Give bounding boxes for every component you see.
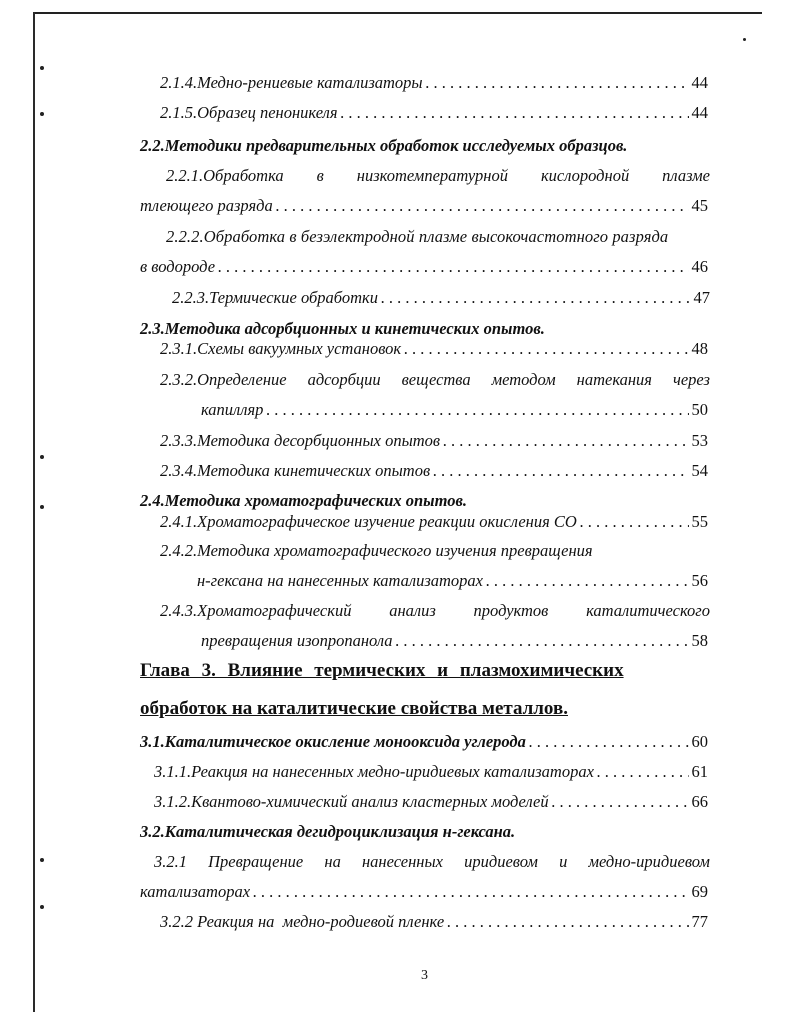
toc-entry: 2.2.3.Термические обработки . . . 47 [172,285,710,311]
scan-speck [743,38,746,41]
scan-speck [40,858,44,862]
scan-speck [40,66,44,70]
toc-entry: 2.1.4.Медно-рениевые катализаторы . . . 44 [160,70,708,96]
toc-entry-line2: в водороде . . . 46 [140,254,708,280]
scan-speck [40,112,44,116]
toc-entry: 2.3.3.Методика десорбционных опытов . . . 53 [160,428,708,454]
chapter-heading-line1: Глава 3. Влияние термических и плазмохимических [140,660,624,681]
toc-entry: 2.1.5.Образец пеноникеля . . . 44 [160,100,708,126]
toc-entry-line1: 3.2.1 Превращение на нанесенных иридиевом и медно-иридиевом [154,852,710,871]
toc-section-heading: 2.2.Методики предварительных обработок исследуемых образцов. [140,136,628,155]
toc-entry-line1: 2.4.2.Методика хроматографического изучения превращения [160,541,593,560]
toc-entry-line2: н-гексана на нанесенных катализаторах . . . 56 [197,568,708,594]
toc-entry: 3.2.2 Реакция на медно-родиевой пленке . . . 77 [160,909,708,935]
toc-entry-line2: превращения изопропанола . . . 58 [201,628,708,654]
chapter-heading-line2: обработок на каталитические свойства металлов. [140,698,568,719]
toc-entry-line1: 2.2.1.Обработка в низкотемпературной кислородной плазме [166,166,710,185]
toc-section-entry: 3.1.Каталитическое окисление монооксида углерода . . . 60 [140,729,708,755]
toc-entry-line2: катализаторах . . . 69 [140,879,708,905]
toc-section-heading: 3.2.Каталитическая дегидроциклизация н-гексана. [140,822,516,841]
toc-entry: 3.1.2.Квантово-химический анализ кластерных моделей . . . 66 [154,789,708,815]
scan-border-top [34,12,762,14]
toc-entry: 3.1.1.Реакция на нанесенных медно-иридиевых катализаторах . . . 61 [154,759,708,785]
toc-entry-line1: 2.3.2.Определение адсорбции вещества методом натекания через [160,370,710,389]
scan-speck [40,905,44,909]
toc-section-heading: 2.3.Методика адсорбционных и кинетических опытов. [140,319,545,338]
toc-section-heading: 2.4.Методика хроматографических опытов. [140,491,467,510]
scan-speck [40,455,44,459]
toc-entry-line1: 2.2.2.Обработка в безэлектродной плазме высокочастотного разряда [166,227,669,246]
scan-speck [40,505,44,509]
toc-entry-line2: тлеющего разряда . . . 45 [140,193,708,219]
toc-entry: 2.3.4.Методика кинетических опытов . . . 54 [160,458,708,484]
toc-entry: 2.4.1.Хроматографическое изучение реакции окисления СО . . . 55 [160,509,708,535]
toc-entry: 2.3.1.Схемы вакуумных установок . . . 48 [160,336,708,362]
toc-entry-line1: 2.4.3.Хроматографический анализ продуктов каталитического [160,601,710,620]
page-number: 3 [421,968,428,983]
scan-border-left [33,12,35,1012]
toc-entry-line2: капилляр . . . 50 [201,397,708,423]
